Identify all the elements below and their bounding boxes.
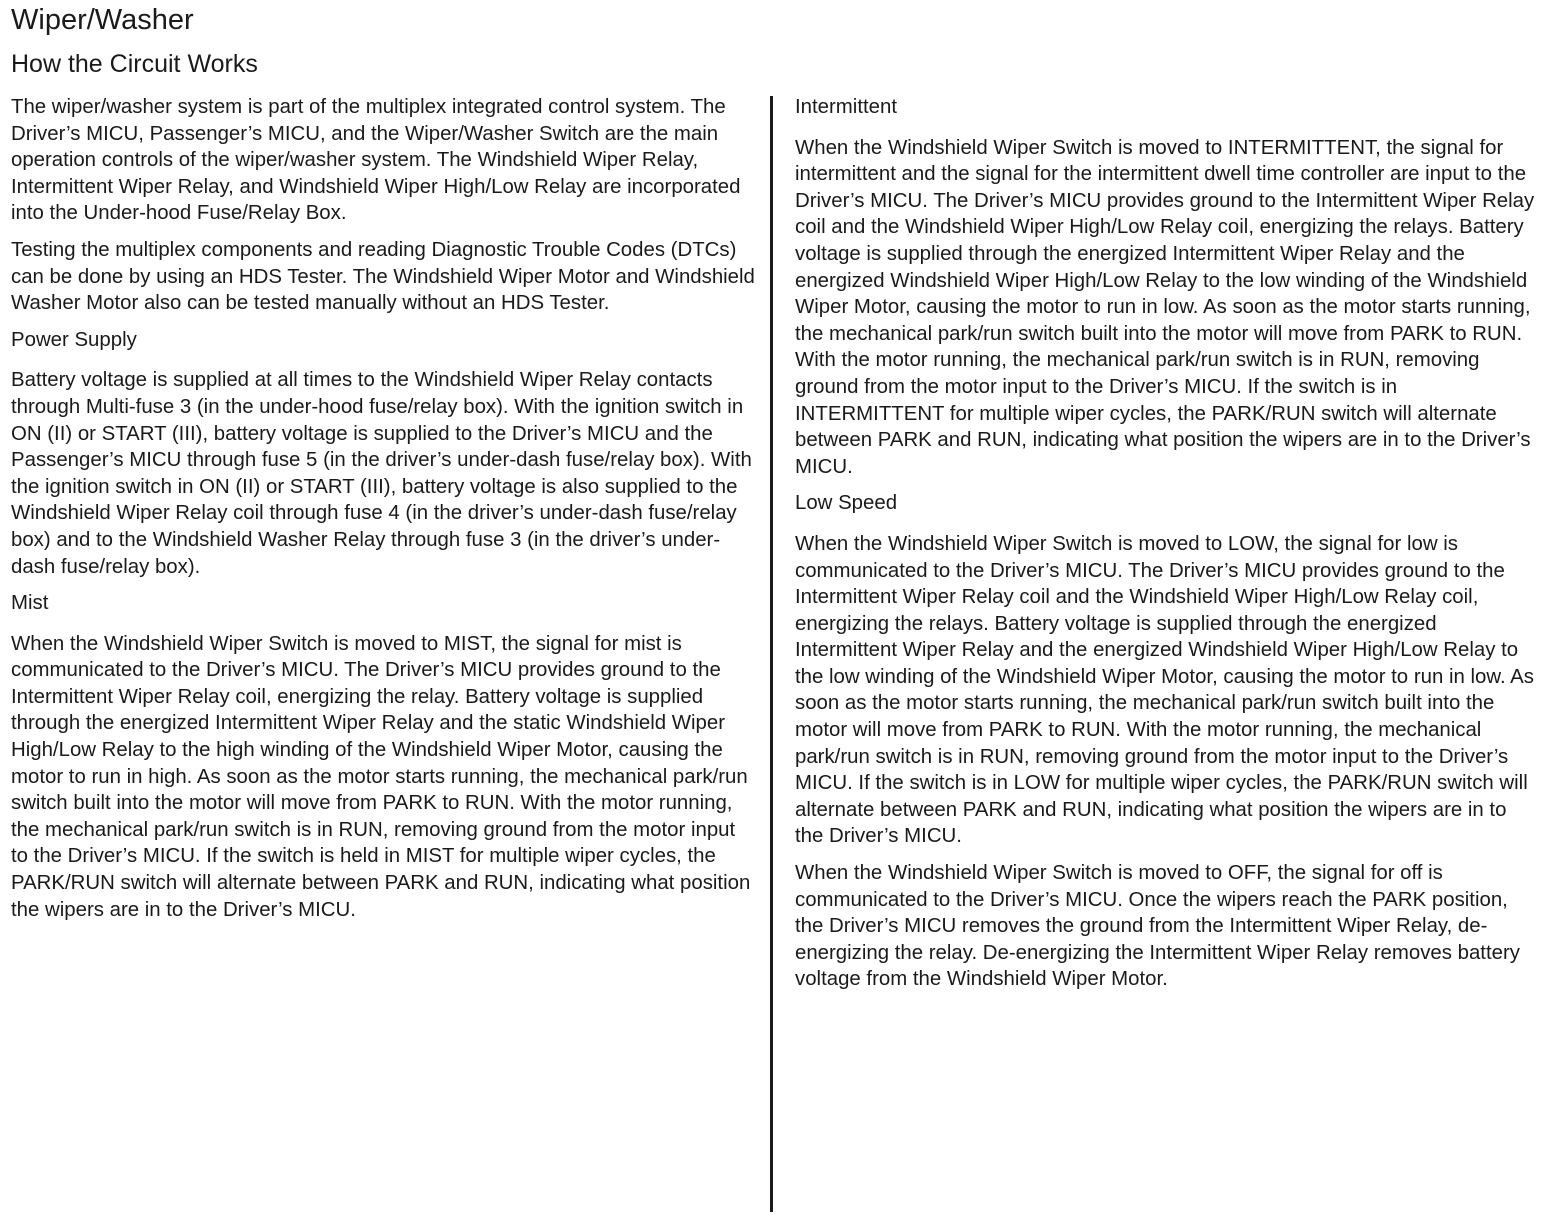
right-column: [795, 94, 1535, 1003]
section-heading-power-supply: Power Supply: [11, 328, 137, 351]
section-heading-low-speed: Low Speed: [795, 492, 898, 515]
mist-paragraph: When the Windshield Wiper Switch is moved to MIST, the signal for mist is communicated to the Driver’s MICU. The Driver’s MICU provides ground to the Intermittent Wiper Relay coil, energizing the relay. Battery voltage is supplied through the energized Intermittent Wiper Relay and the static Windshield Wiper High/Low Relay to the high winding of the Windshield Wiper Motor, causing the motor to run in high. As soon as the motor starts running, the mechanical park/run switch built into the motor will move from PARK to RUN. With the motor running, the mechanical park/run switch is in RUN, removing ground from the motor input to the Driver’s MICU. If the switch is held in MIST for multiple wiper cycles, the PARK/RUN switch will alternate between PARK and RUN, indicating what position the wipers are in to the Driver’s MICU.: [11, 632, 751, 921]
intermittent-paragraph: When the Windshield Wiper Switch is moved to INTERMITTENT, the signal for intermittent and the signal for the intermittent dwell time controller are input to the Driver’s MICU. The Driver’s MICU provides ground to the Intermittent Wiper Relay coil and the Windshield Wiper High/Low Relay coil, energizing the relays. Battery voltage is supplied through the energized Intermittent Wiper Relay and the energized Windshield Wiper High/Low Relay to the low winding of the Windshield Wiper Motor, causing the motor to run in low. As soon as the motor starts running, the mechanical park/run switch built into the motor will move from PARK to RUN. With the motor running, the mechanical park/run switch is in RUN, removing ground from the motor input to the Driver’s MICU. If the switch is in INTERMITTENT for multiple wiper cycles, the PARK/RUN switch will alternate between PARK and RUN, indicating what position the wipers are in to the Driver’s MICU.: [795, 136, 1535, 478]
section-heading-intermittent: Intermittent: [795, 96, 897, 118]
intro-paragraph-1: The wiper/washer system is part of the multiplex integrated control system. The Driver’s MICU, Passenger’s MICU, and the Wiper/Washer Switch are the main operation controls of the wiper/washer system. The Windshield Wiper Relay, Intermittent Wiper Relay, and Windshield Wiper High/Low Relay are incorporated into the Under-hood Fuse/Relay Box.: [11, 96, 741, 225]
page-subtitle: How the Circuit Works: [11, 50, 258, 78]
intro-paragraph-2: Testing the multiplex components and reading Diagnostic Trouble Codes (DTCs) can be done by using an HDS Tester. The Windshield Wiper Motor and Windshield Washer Motor also can be tested manually without an HDS Tester.: [11, 238, 755, 315]
left-column: [11, 94, 756, 933]
page-title: Wiper/Washer: [11, 4, 194, 36]
low-speed-paragraph-1: When the Windshield Wiper Switch is moved to LOW, the signal for low is communicated to the Driver’s MICU. The Driver’s MICU provides ground to the Intermittent Wiper Relay coil and the Windshield Wiper High/Low Relay coil, energizing the relays. Battery voltage is supplied through the energized Intermittent Wiper Relay and the energized Windshield Wiper High/Low Relay to the low winding of the Windshield Wiper Motor, causing the motor to run in low. As soon as the motor starts running, the mechanical park/run switch built into the motor will move from PARK to RUN. With the motor running, the mechanical park/run switch is in RUN, removing ground from the motor input to the Driver’s MICU. If the switch is in LOW for multiple wiper cycles, the PARK/RUN switch will alternate between PARK and RUN, indicating what position the wipers are in to the Driver’s MICU.: [795, 532, 1534, 848]
section-heading-mist: Mist: [11, 592, 49, 615]
column-divider: [770, 96, 773, 1212]
low-speed-paragraph-2: When the Windshield Wiper Switch is moved to OFF, the signal for off is communicated to the Driver’s MICU. Once the wipers reach the PARK position, the Driver’s MICU removes the ground from the Intermittent Wiper Relay, de-energizing the relay. De-energizing the Intermittent Wiper Relay removes battery voltage from the Windshield Wiper Motor.: [795, 862, 1520, 991]
power-supply-paragraph: Battery voltage is supplied at all times to the Windshield Wiper Relay contacts through Multi-fuse 3 (in the under-hood fuse/relay box). With the ignition switch in ON (II) or START (III), battery voltage is supplied to the Driver’s MICU and the Passenger’s MICU through fuse 5 (in the driver’s under-dash fuse/relay box). With the ignition switch in ON (II) or START (III), battery voltage is also supplied to the Windshield Wiper Relay coil through fuse 4 (in the driver’s under-dash fuse/relay box) and to the Windshield Washer Relay through fuse 3 (in the driver’s under-dash fuse/relay box).: [11, 369, 752, 578]
